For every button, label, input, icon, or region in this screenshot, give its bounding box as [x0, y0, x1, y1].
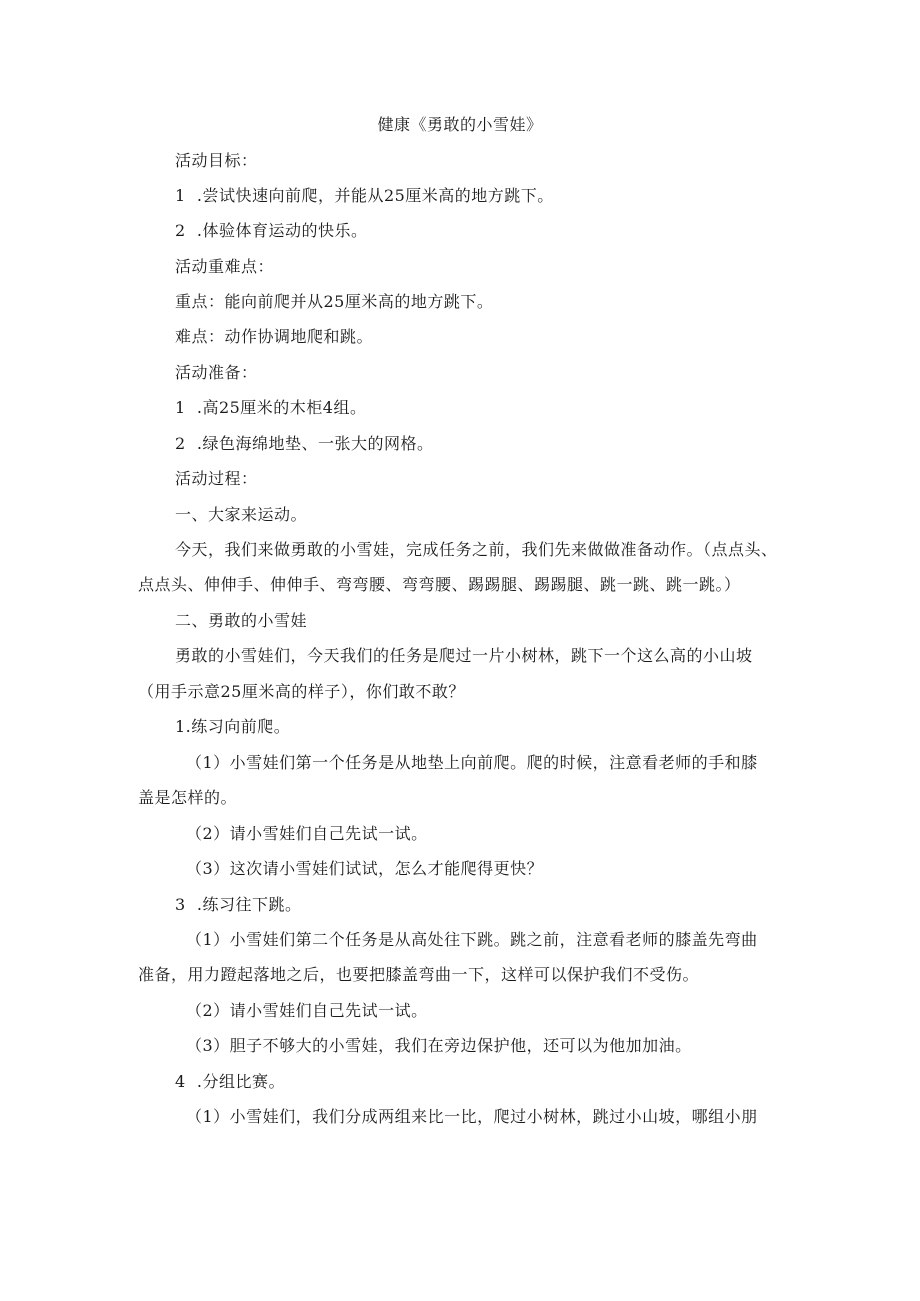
step-line: （2）请小雪娃们自己先试一试。	[186, 824, 428, 843]
preparation-item-1: 1 .高25厘米的木柜4组。	[175, 398, 367, 417]
heading-key-difficult-points: 活动重难点：	[175, 257, 275, 276]
step-line: （1）小雪娃们第二个任务是从高处往下跳。跳之前，注意看老师的膝盖先弯曲	[186, 930, 758, 949]
heading-activity-preparation: 活动准备：	[175, 363, 258, 382]
step-line: 盖是怎样的。	[138, 788, 238, 807]
subsection-3-heading: 3 .练习往下跳。	[175, 895, 302, 914]
paragraph-line: 点点头、伸伸手、伸伸手、弯弯腰、弯弯腰、踢踢腿、踢踢腿、跳一跳、跳一跳。）	[138, 575, 741, 594]
document-title: 健康《勇敢的小雪娃》	[377, 115, 543, 134]
step-line: （3）这次请小雪娃们试试，怎么才能爬得更快？	[186, 859, 544, 878]
subsection-1-heading: 1.练习向前爬。	[175, 717, 291, 736]
step-line: （1）小雪娃们，我们分成两组来比一比，爬过小树林，跳过小山坡，哪组小朋	[186, 1107, 758, 1126]
goal-item-2: 2 .体验体育运动的快乐。	[175, 221, 368, 240]
step-line: 准备，用力蹬起落地之后，也要把膝盖弯曲一下，这样可以保护我们不受伤。	[138, 965, 700, 984]
heading-activity-goals: 活动目标：	[175, 151, 258, 170]
paragraph-line: 今天，我们来做勇敢的小雪娃，完成任务之前，我们先来做做准备动作。（点点头、	[175, 540, 778, 559]
heading-activity-process: 活动过程：	[175, 469, 258, 488]
step-line: （2）请小雪娃们自己先试一试。	[186, 1001, 428, 1020]
step-line: （3）胆子不够大的小雪娃，我们在旁边保护他，还可以为他加加油。	[186, 1036, 692, 1055]
paragraph-line: （用手示意25厘米高的样子），你们敢不敢？	[138, 682, 465, 701]
preparation-item-2: 2 .绿色海绵地垫、一张大的网格。	[175, 434, 434, 453]
goal-item-1: 1 .尝试快速向前爬，并能从25厘米高的地方跳下。	[175, 186, 554, 205]
key-point: 重点：能向前爬并从25厘米高的地方跳下。	[175, 292, 494, 311]
section-1-heading: 一、大家来运动。	[175, 505, 308, 524]
step-line: （1）小雪娃们第一个任务是从地垫上向前爬。爬的时候，注意看老师的手和膝	[186, 753, 758, 772]
paragraph-line: 勇敢的小雪娃们，今天我们的任务是爬过一片小树林，跳下一个这么高的小山坡	[175, 646, 753, 665]
subsection-4-heading: 4 .分组比赛。	[175, 1072, 285, 1091]
section-2-heading: 二、勇敢的小雪娃	[175, 611, 308, 630]
difficult-point: 难点：动作协调地爬和跳。	[175, 327, 374, 346]
